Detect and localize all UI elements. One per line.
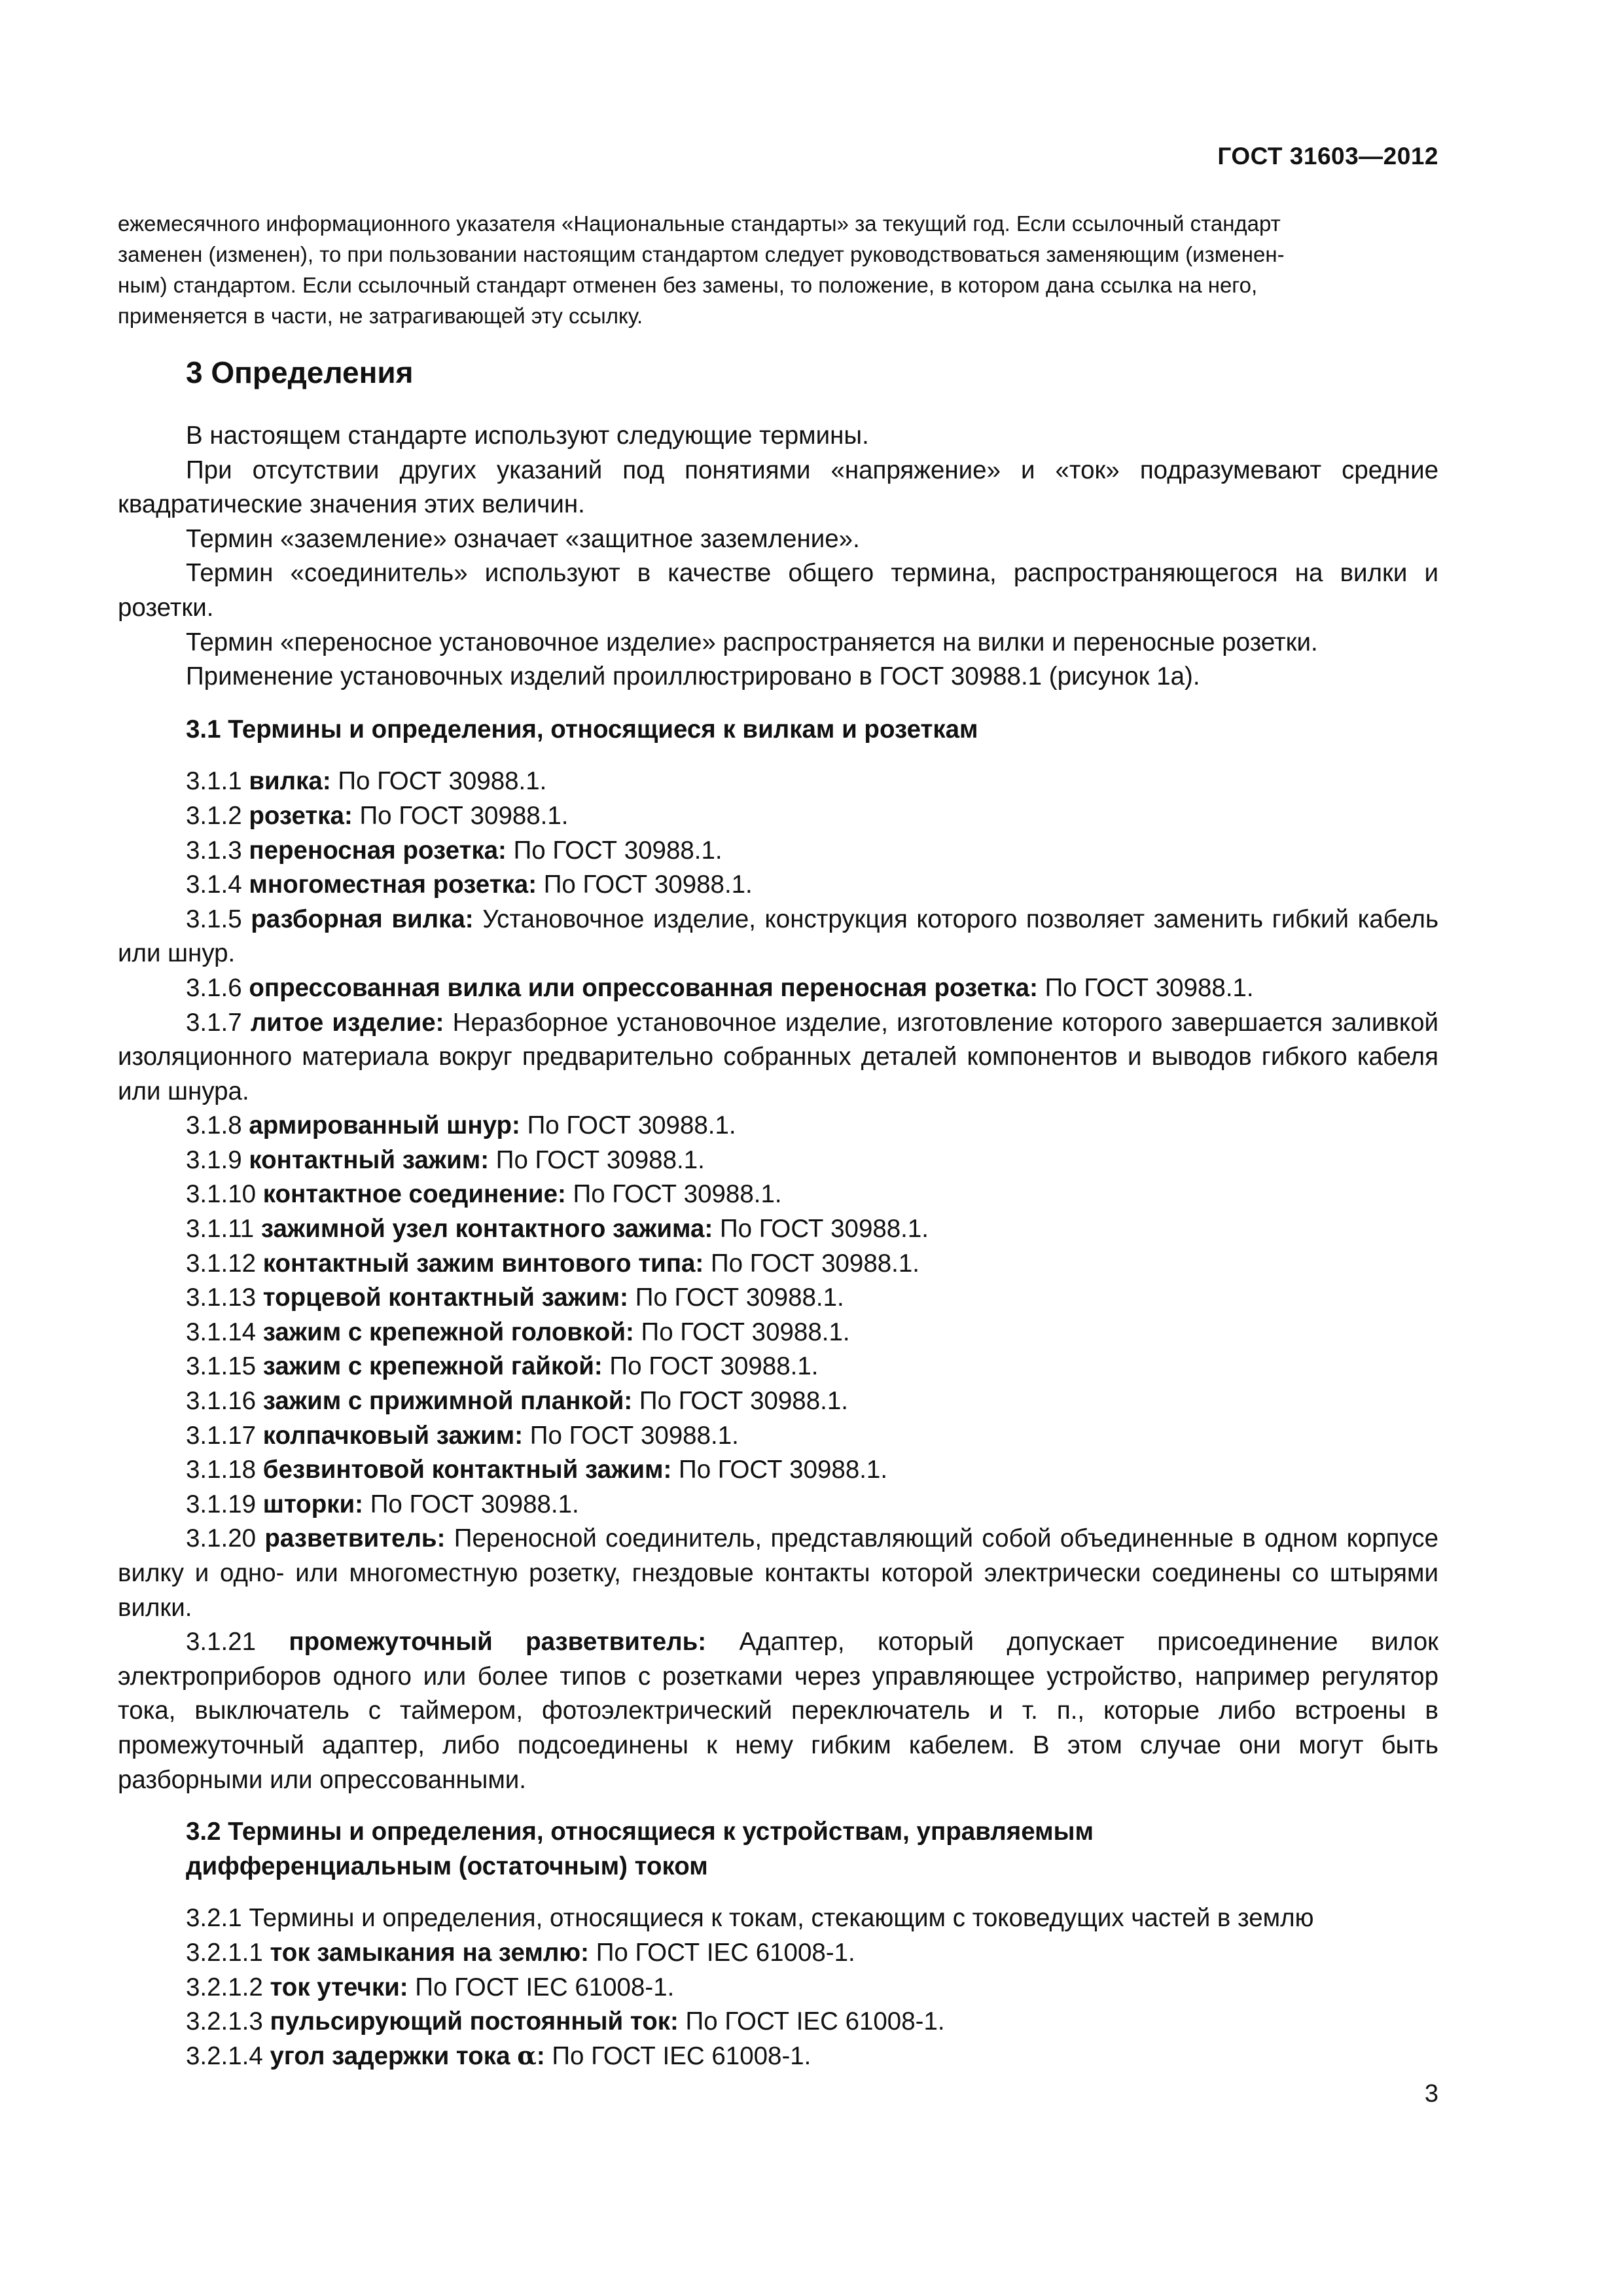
standard-designation: ГОСТ 31603—2012	[1217, 143, 1438, 170]
definition-item	[118, 2039, 1438, 2074]
item-number: 3.1.10	[186, 1180, 257, 1209]
term: контактный зажим винтового типа:	[262, 1249, 704, 1278]
subsection-heading-line: дифференциальным (остаточным) током	[186, 1852, 708, 1880]
paragraph: Термин «переносное установочное изделие» распространяется на вилки и переносные розетки.	[186, 628, 1318, 656]
definition-item	[118, 1316, 1438, 1350]
definition-item	[118, 971, 1438, 1006]
definition: По ГОСТ 30988.1.	[370, 1490, 579, 1518]
definition: По ГОСТ 30988.1.	[609, 1352, 819, 1381]
definition-item	[118, 1488, 1438, 1522]
term: армированный шнур:	[249, 1111, 520, 1140]
page-number: 3	[1424, 2080, 1438, 2108]
definition-item	[118, 1109, 1438, 1143]
item-number: 3.1.2	[186, 801, 242, 830]
item-number: 3.1.8	[186, 1111, 242, 1140]
definition-item	[118, 903, 1438, 971]
term: пульсирующий постоянный ток:	[270, 2007, 679, 2036]
item-number: 3.1.20	[186, 1524, 257, 1553]
definition: По ГОСТ 30988.1.	[635, 1283, 844, 1312]
definition-item	[118, 1971, 1438, 2005]
subsection-heading: 3.1 Термины и определения, относящиеся к вилкам и розеткам	[186, 715, 978, 744]
term: торцевой контактный зажим:	[262, 1283, 628, 1312]
definition: Переносной соединитель, представляющий собой объединенные в одном корпусе вилку и одно- или многоместную розетку, гнездовые контакты которой электрически соединены со штырями вилки.	[118, 1524, 1438, 1622]
definition-item	[118, 1247, 1438, 1282]
page-content	[118, 208, 1438, 2073]
term: контактное соединение:	[262, 1180, 566, 1209]
definition: По ГОСТ IEC 61008-1.	[596, 1938, 855, 1967]
definition: По ГОСТ IEC 61008-1.	[415, 1973, 675, 2001]
item-number: 3.1.12	[186, 1249, 257, 1278]
item-number: 3.1.1	[186, 767, 242, 796]
definitions-list-3-1	[118, 764, 1438, 1797]
definition-item	[118, 1522, 1438, 1625]
term: шторки:	[262, 1490, 363, 1518]
intro-text	[118, 208, 1438, 331]
term: вилка:	[249, 767, 331, 796]
item-number: 3.1.4	[186, 870, 242, 899]
item-number: 3.2.1.2	[186, 1973, 263, 2001]
definition: По ГОСТ 30988.1.	[513, 836, 722, 865]
definition-item	[118, 1281, 1438, 1316]
definition: По ГОСТ 30988.1.	[573, 1180, 782, 1209]
item-number: 3.1.6	[186, 973, 242, 1002]
definition-item	[118, 1936, 1438, 1971]
item-number: 3.1.14	[186, 1318, 257, 1346]
item-number: 3.2.1.1	[186, 1938, 263, 1967]
term: угол задержки тока α:	[270, 2041, 545, 2071]
intro-line: применяется в части, не затрагивающей эту ссылку.	[118, 304, 643, 328]
term: зажим с прижимной планкой:	[262, 1387, 633, 1416]
definition: По ГОСТ 30988.1.	[338, 767, 547, 796]
definition: По ГОСТ 30988.1.	[1044, 973, 1254, 1002]
alpha-symbol: α	[517, 2041, 537, 2071]
term: разборная вилка:	[251, 905, 474, 933]
item-number: 3.2.1.3	[186, 2007, 263, 2036]
definition-item	[118, 1006, 1438, 1109]
definition-item	[118, 799, 1438, 834]
definition: По ГОСТ 30988.1.	[641, 1318, 850, 1346]
intro-line: ежемесячного информационного указателя «Национальные стандарты» за текущий год. Если ссылочный стандарт	[118, 211, 1281, 236]
definition-item	[118, 1143, 1438, 1178]
item-number: 3.1.7	[186, 1008, 242, 1037]
item-number: 3.1.5	[186, 905, 242, 933]
term: многоместная розетка:	[249, 870, 537, 899]
term: зажимной узел контактного зажима:	[260, 1215, 713, 1244]
item-number: 3.1.15	[186, 1352, 257, 1381]
item-number: 3.1.9	[186, 1145, 242, 1174]
definition-item	[118, 1419, 1438, 1454]
term: зажим с крепежной гайкой:	[262, 1352, 603, 1381]
item-number: 3.2.1.4	[186, 2041, 263, 2070]
term: зажим с крепежной головкой:	[262, 1318, 634, 1346]
item-number: 3.1.17	[186, 1421, 257, 1450]
item-number: 3.1.13	[186, 1283, 257, 1312]
definition: По ГОСТ 30988.1.	[495, 1145, 705, 1174]
paragraph: Термин «заземление» означает «защитное заземление».	[186, 524, 860, 553]
term: разветвитель:	[264, 1524, 446, 1553]
paragraph: 3.2.1 Термины и определения, относящиеся к токам, стекающим с токоведущих частей в землю	[186, 1904, 1314, 1933]
definition: По ГОСТ 30988.1.	[710, 1249, 919, 1278]
subsection-heading-line: 3.2 Термины и определения, относящиеся к устройствам, управляемым	[186, 1818, 1094, 1846]
intro-line: ным) стандартом. Если ссылочный стандарт отменен без замены, то положение, в котором дана ссылка на него,	[118, 273, 1258, 297]
term: розетка:	[249, 801, 353, 830]
term: колпачковый зажим:	[262, 1421, 524, 1450]
definition: По ГОСТ 30988.1.	[719, 1215, 929, 1244]
definition: Неразборное установочное изделие, изготовление которого завершается заливкой изоляционного материала вокруг предварительно собранных деталей компонентов и выводов гибкого кабеля или шнура.	[118, 1008, 1439, 1105]
definition: Установочное изделие, конструкция которого позволяет заменить гибкий кабель или шнур.	[118, 905, 1439, 968]
definition-item	[118, 1350, 1438, 1384]
definition: По ГОСТ IEC 61008-1.	[552, 2041, 812, 2070]
definition-item	[118, 1384, 1438, 1419]
definition: По ГОСТ IEC 61008-1.	[685, 2007, 945, 2036]
definition: По ГОСТ 30988.1.	[679, 1456, 888, 1484]
definition: По ГОСТ 30988.1.	[543, 870, 753, 899]
definition-item	[118, 1453, 1438, 1488]
definition: По ГОСТ 30988.1.	[639, 1387, 848, 1416]
term: ток утечки:	[270, 1973, 408, 2001]
item-number: 3.1.11	[186, 1215, 255, 1244]
item-number: 3.1.16	[186, 1387, 257, 1416]
definition-item	[118, 834, 1438, 869]
definition-item	[118, 2005, 1438, 2039]
term: переносная розетка:	[249, 836, 507, 865]
item-number: 3.1.3	[186, 836, 242, 865]
term: ток замыкания на землю:	[270, 1938, 589, 1967]
definitions-list-3-2	[118, 1936, 1438, 2039]
definition: По ГОСТ 30988.1.	[359, 801, 569, 830]
term: безвинтовой контактный зажим:	[262, 1456, 672, 1484]
definition-item	[118, 1625, 1438, 1797]
section-3-body	[118, 419, 1438, 2073]
paragraph: Применение установочных изделий проиллюстрировано в ГОСТ 30988.1 (рисунок 1а).	[186, 662, 1200, 691]
item-number: 3.1.21	[186, 1628, 257, 1657]
definition: Адаптер, который допускает присоединение вилок электроприборов одного или более типов с розетками через управляющее устройство, например регулятор тока, выключатель с таймером, фотоэлектрический переключатель и т. п., которые либо встроены в промежуточный адаптер, либо подсоединены к нему гибким кабелем. В этом случае они могут быть разборными или опрессованными.	[118, 1628, 1439, 1794]
intro-line: заменен (изменен), то при пользовании настоящим стандартом следует руководствоваться заменяющим (изменен-	[118, 242, 1285, 266]
term: контактный зажим:	[249, 1145, 490, 1174]
term: литое изделие:	[250, 1008, 444, 1037]
paragraph: При отсутствии других указаний под понятиями «напряжение» и «ток» подразумевают средние квадратические значения этих величин.	[118, 456, 1438, 519]
term: опрессованная вилка или опрессованная переносная розетка:	[249, 973, 1038, 1002]
definition: По ГОСТ 30988.1.	[529, 1421, 739, 1450]
paragraph: В настоящем стандарте используют следующие термины.	[186, 422, 869, 450]
item-number: 3.1.19	[186, 1490, 257, 1518]
definition-item	[118, 1212, 1438, 1247]
subsection-heading	[118, 1815, 1438, 1884]
item-number: 3.1.18	[186, 1456, 257, 1484]
section-heading: 3 Определения	[186, 355, 414, 389]
definition-item	[118, 764, 1438, 799]
definition-item	[118, 1177, 1438, 1212]
term: промежуточный разветвитель:	[289, 1628, 707, 1657]
definition-item	[118, 868, 1438, 903]
definition: По ГОСТ 30988.1.	[527, 1111, 736, 1140]
paragraph: Термин «соединитель» используют в качестве общего термина, распространяющегося на вилки и розетки.	[118, 559, 1438, 622]
